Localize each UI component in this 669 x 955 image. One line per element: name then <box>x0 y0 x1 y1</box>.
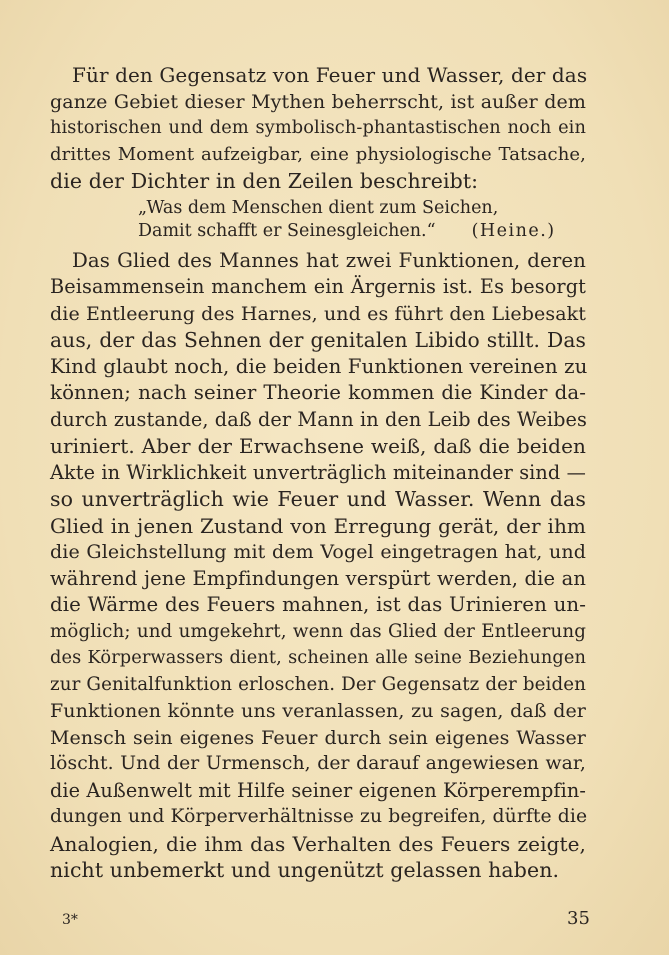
quote-line-2-text: Damit schafft er Seinesgleichen.“ <box>138 221 436 241</box>
text-line: Glied in jenen Zustand von Erregung gerät, der ihm <box>50 513 586 538</box>
text-line: Für den Gegensatz von Feuer und Wasser, der das <box>72 63 588 87</box>
signature-mark: 3* <box>62 912 78 928</box>
text-line: Funktionen könnte uns veranlassen, zu sagen, daß der <box>50 700 586 722</box>
text-line: zur Genitalfunktion erloschen. Der Gegensatz der beiden <box>50 673 586 695</box>
text-line: können; nach seiner Theorie kommen die Kinder da- <box>50 381 586 404</box>
text-line: drittes Moment aufzeigbar, eine physiologische Tatsache, <box>50 143 586 165</box>
text-line: möglich; und umgekehrt, wenn das Glied der Entleerung <box>50 620 586 642</box>
text-line: löscht. Und der Urmensch, der darauf angewiesen war, <box>50 753 586 774</box>
text-line: Mensch sein eigenes Feuer durch sein eigenes Wasser <box>50 726 586 749</box>
text-line: Das Glied des Mannes hat zwei Funktionen, deren <box>72 248 586 272</box>
text-line: aus, der das Sehnen der genitalen Libido stillt. Das <box>50 328 586 352</box>
text-line: die Gleichstellung mit dem Vogel eingetragen hat, und <box>50 541 586 563</box>
text-line: Beisammensein manchem ein Ärgernis ist. Es besorgt <box>50 275 586 298</box>
text-line: nicht unbemerkt und ungenützt gelassen haben. <box>50 858 560 882</box>
text-line: so unverträglich wie Feuer und Wasser. Wenn das <box>50 487 586 511</box>
text-line: durch zustande, daß der Mann in den Leib des Weibes <box>50 407 587 431</box>
text-line: dungen und Körperverhältnisse zu begreifen, dürfte die <box>50 806 588 827</box>
text-line: die der Dichter in den Zeilen beschreibt: <box>50 169 479 193</box>
quote-line-1: „Was dem Menschen dient zum Seichen, <box>138 197 499 218</box>
text-line: Akte in Wirklichkeit unverträglich miteinander sind — <box>50 460 586 484</box>
body-text <box>50 62 586 884</box>
text-line: uriniert. Aber der Erwachsene weiß, daß die beiden <box>50 434 586 458</box>
text-line: historischen und dem symbolisch-phantastischen noch ein <box>50 118 586 138</box>
text-line: während jene Empfindungen verspürt werden, die an <box>50 566 586 590</box>
verse-quote <box>50 197 586 244</box>
text-line: die Außenwelt mit Hilfe seiner eigenen Körperempfin- <box>50 778 586 802</box>
quote-line-2 <box>50 220 586 244</box>
quote-attribution: (Heine.) <box>471 221 556 241</box>
paragraph-1 <box>50 62 586 195</box>
paragraph-2 <box>50 248 586 884</box>
page-number: 35 <box>567 908 590 929</box>
text-line: die Wärme des Feuers mahnen, ist das Urinieren un- <box>50 593 586 616</box>
text-line: Analogien, die ihm das Verhalten des Feuers zeigte, <box>50 831 586 856</box>
text-line: Kind glaubt noch, die beiden Funktionen vereinen zu <box>50 354 588 378</box>
text-line: des Körperwassers dient, scheinen alle seine Beziehungen <box>50 648 586 668</box>
text-line: die Entleerung des Harnes, und es führt den Liebesakt <box>50 302 586 325</box>
text-line: ganze Gebiet dieser Mythen beherrscht, ist außer dem <box>50 90 586 113</box>
